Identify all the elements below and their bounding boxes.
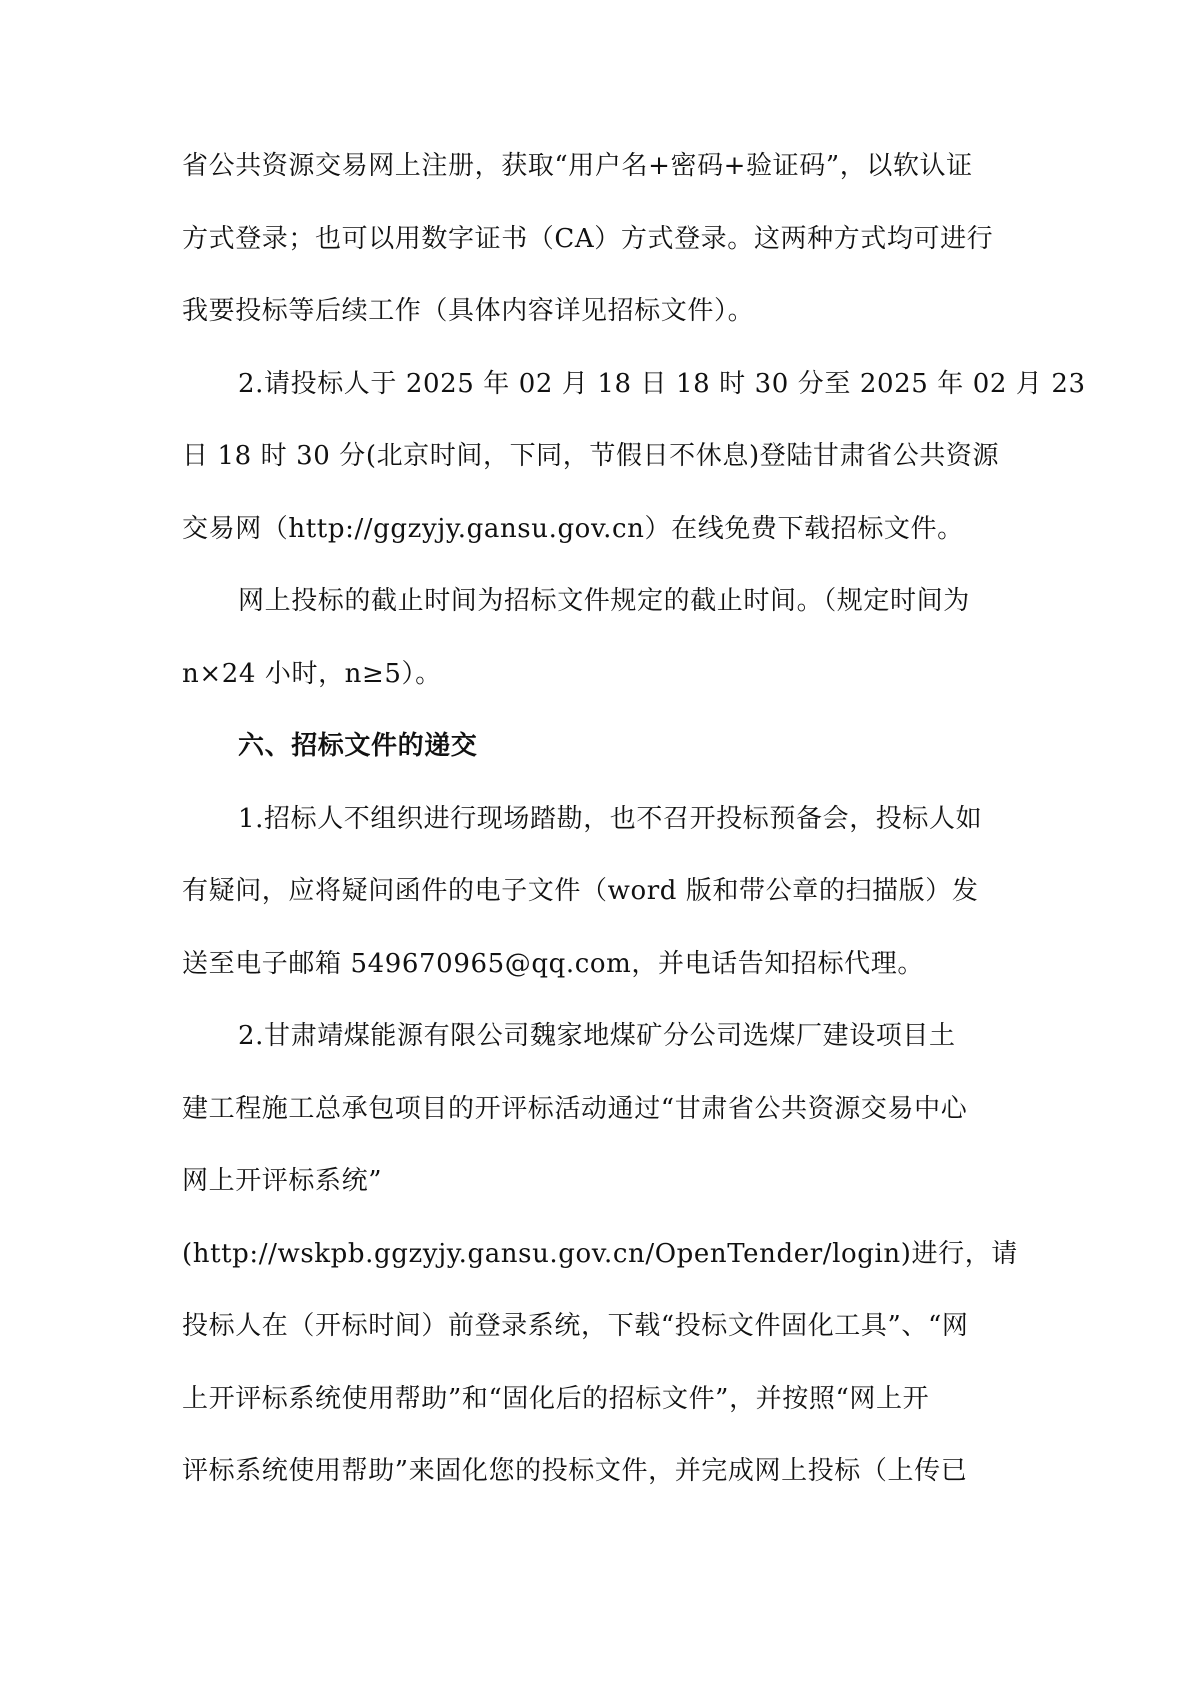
text-line: 有疑问，应将疑问函件的电子文件（word 版和带公章的扫描版）发	[182, 876, 979, 906]
text-line: 网上投标的截止时间为招标文件规定的截止时间。（规定时间为	[238, 586, 970, 616]
text-line: 日 18 时 30 分(北京时间，下同，节假日不休息)登陆甘肃省公共资源	[182, 441, 1000, 471]
text-line: 我要投标等后续工作（具体内容详见招标文件）。	[182, 296, 755, 326]
text-line: 方式登录；也可以用数字证书（CA）方式登录。这两种方式均可进行	[182, 223, 994, 254]
paragraph-download-period	[182, 348, 1086, 566]
text-line: 投标人在（开标时间）前登录系统，下载“投标文件固化工具”、“网	[182, 1311, 969, 1341]
paragraph-online-bid-opening	[182, 1000, 1018, 1508]
text-line: (http://wskpb.ggzyjy.gansu.gov.cn/OpenTender/login)进行，请	[182, 1238, 1018, 1269]
text-line: 2.请投标人于 2025 年 02 月 18 日 18 时 30 分至 2025 年 02 月 23	[238, 368, 1086, 399]
text-line: 2.甘肃靖煤能源有限公司魏家地煤矿分公司选煤厂建设项目土	[238, 1021, 956, 1051]
text-line: 评标系统使用帮助”来固化您的投标文件，并完成网上投标（上传已	[182, 1456, 968, 1486]
text-line: 1.招标人不组织进行现场踏勘，也不召开投标预备会，投标人如	[238, 803, 983, 834]
section-heading: 六、招标文件的递交	[238, 731, 478, 761]
text-line: n×24 小时，n≥5）。	[182, 658, 442, 689]
document-body	[182, 130, 1086, 1508]
paragraph-bid-deadline	[182, 565, 1014, 710]
paragraph-registration-login	[182, 130, 1014, 348]
text-line: 网上开评标系统”	[182, 1166, 383, 1196]
text-line: 上开评标系统使用帮助”和“固化后的招标文件”，并按照“网上开	[182, 1383, 930, 1414]
text-line: 交易网（http://ggzyjy.gansu.gov.cn）在线免费下载招标文件。	[182, 513, 964, 544]
text-line: 建工程施工总承包项目的开评标活动通过“甘肃省公共资源交易中心	[182, 1093, 968, 1124]
paragraph-inquiries	[182, 783, 1014, 1001]
text-line: 省公共资源交易网上注册，获取“用户名+密码+验证码”，以软认证	[182, 151, 973, 181]
text-line: 送至电子邮箱 549670965@qq.com，并电话告知招标代理。	[182, 948, 924, 979]
